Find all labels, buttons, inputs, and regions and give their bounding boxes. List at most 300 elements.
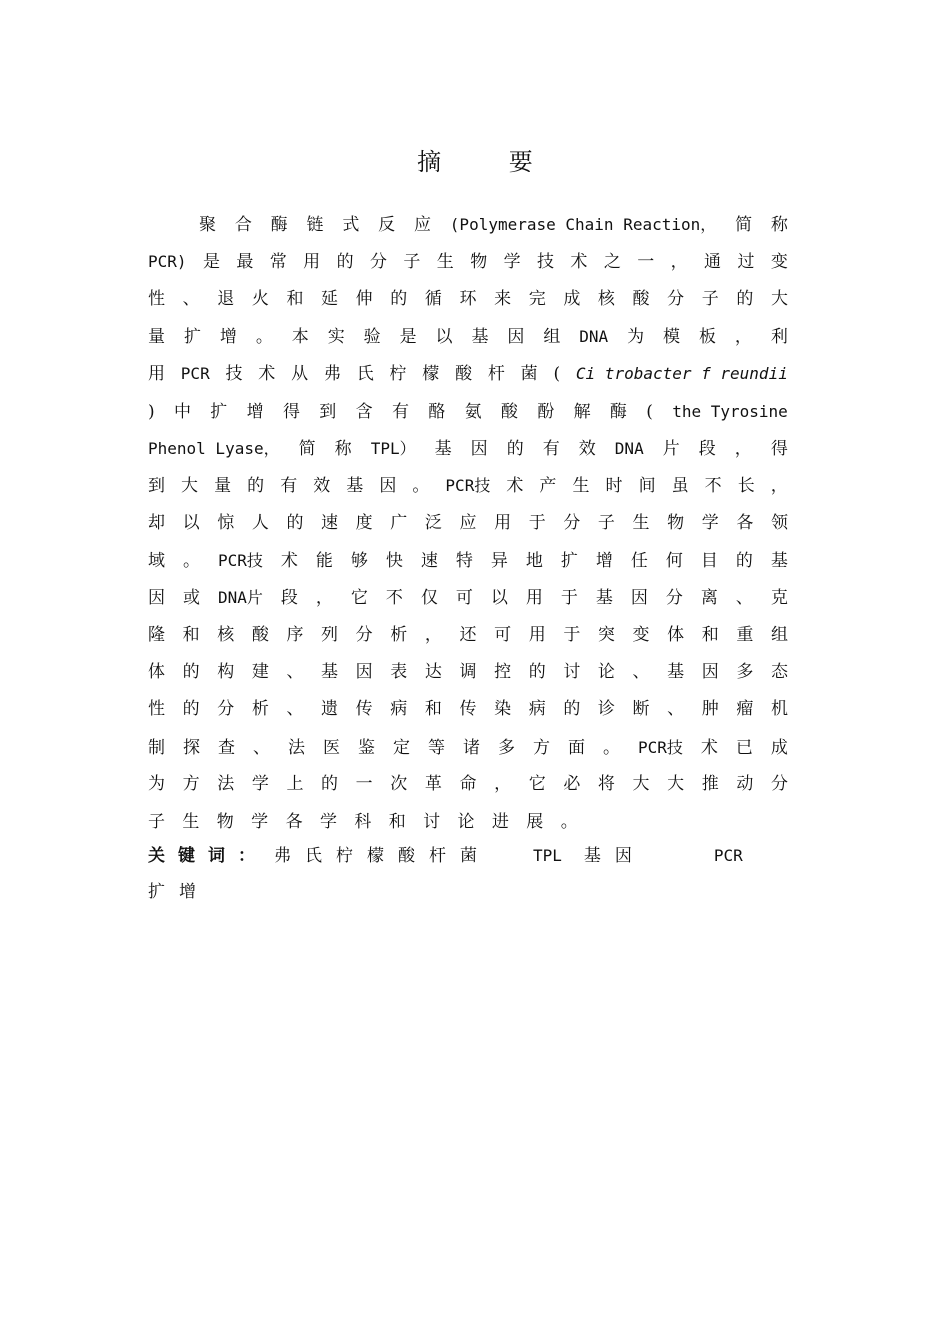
abstract-token: 的 [506, 439, 524, 460]
abstract-token: 不 [385, 588, 403, 609]
abstract-token: 以 [182, 512, 200, 533]
abstract-token: 却 [148, 512, 165, 533]
abstract-token: 传 [355, 699, 373, 720]
abstract-token: 量 [148, 327, 165, 348]
abstract-token: 生 [182, 811, 200, 832]
abstract-token: 火 [251, 288, 269, 309]
abstract-token: 扩 [210, 401, 228, 422]
abstract-token: 基 [471, 327, 489, 348]
abstract-token: 本 [291, 327, 309, 348]
abstract-token: 大 [181, 476, 199, 497]
abstract-token: 、 [286, 699, 304, 720]
abstract-token: 速 [321, 512, 339, 533]
abstract-line [148, 579, 788, 616]
abstract-token: 用 [148, 364, 165, 385]
page-title: 摘 要 [417, 148, 563, 176]
abstract-token: 断 [632, 699, 650, 720]
abstract-token: 的 [321, 774, 339, 795]
abstract-token: 分 [369, 252, 387, 273]
abstract-token: 的 [390, 288, 408, 309]
keyword-item: 弗氏柠檬酸杆菌 [274, 846, 491, 866]
abstract-token: 成 [563, 288, 581, 309]
abstract-token: 简 [298, 439, 316, 460]
abstract-token: 序 [286, 624, 304, 645]
abstract-token: 人 [251, 512, 269, 533]
abstract-token: 它 [528, 774, 546, 795]
abstract-token: 列 [321, 624, 339, 645]
abstract-token: 态 [770, 662, 788, 683]
abstract-token: 。 [560, 811, 578, 832]
abstract-token: 重 [736, 624, 754, 645]
abstract-token: 应 [459, 512, 477, 533]
abstract-token: ， [670, 252, 688, 273]
abstract-token: 够 [350, 551, 368, 572]
abstract-token: 一 [355, 774, 373, 795]
abstract-token: 、 [286, 662, 304, 683]
abstract-token: 和 [286, 288, 304, 309]
abstract-token: 、 [735, 588, 753, 609]
abstract-body [148, 206, 788, 841]
abstract-token: 、 [632, 662, 650, 683]
abstract-token: 有 [280, 476, 298, 497]
abstract-line [148, 766, 788, 803]
abstract-token: 酶 [270, 215, 288, 235]
abstract-token: 能 [315, 551, 333, 572]
abstract-token: ) [148, 401, 155, 422]
abstract-token: 体 [667, 624, 685, 645]
abstract-token: 组 [770, 624, 788, 645]
abstract-token: 各 [285, 811, 303, 832]
abstract-token: PCR技 [638, 737, 683, 757]
abstract-token: 分 [667, 288, 685, 309]
abstract-token: 它 [350, 588, 368, 609]
abstract-token: 得 [770, 439, 788, 460]
abstract-token: 效 [578, 439, 596, 460]
abstract-token: ， [424, 624, 442, 645]
abstract-token: 变 [632, 624, 650, 645]
abstract-token: 已 [735, 737, 753, 758]
abstract-token: 基 [321, 662, 339, 683]
abstract-token: 还 [459, 624, 477, 645]
abstract-token: 一 [637, 252, 655, 273]
abstract-token: 杆 [487, 364, 505, 385]
abstract-token: 肿 [701, 699, 719, 720]
abstract-token: 大 [632, 774, 650, 795]
abstract-token: 模 [663, 327, 681, 348]
abstract-token: 物 [216, 811, 234, 832]
keyword-item: PCR [713, 846, 743, 865]
abstract-token: 酸 [500, 401, 518, 422]
abstract-token: 酸 [251, 624, 269, 645]
abstract-token: 克 [770, 588, 788, 609]
abstract-token: 。 [603, 737, 620, 758]
abstract-token: 伸 [355, 288, 373, 309]
abstract-token: Ci trobacter f reundii [575, 364, 788, 384]
abstract-token: TPL） [370, 439, 416, 459]
abstract-token: 檬 [422, 364, 440, 385]
abstract-token: 病 [390, 699, 408, 720]
abstract-line [148, 393, 788, 430]
abstract-token: 次 [390, 774, 408, 795]
abstract-token: 分 [665, 588, 683, 609]
abstract-token: 泛 [424, 512, 442, 533]
abstract-token: 分 [217, 699, 235, 720]
abstract-token: 体 [148, 662, 165, 683]
abstract-token: 有 [542, 439, 560, 460]
abstract-token: 多 [736, 662, 754, 683]
abstract-token: (Polymerase Chain Reaction， [449, 215, 717, 234]
abstract-token: 广 [390, 512, 408, 533]
abstract-token: 组 [543, 327, 561, 348]
abstract-token: 通 [704, 252, 722, 273]
abstract-token: 以 [490, 588, 508, 609]
abstract-token: 的 [182, 699, 200, 720]
abstract-token: 段 [280, 588, 298, 609]
abstract-token: 方 [182, 774, 200, 795]
abstract-token: ， [770, 476, 788, 497]
abstract-token: 因 [701, 662, 719, 683]
abstract-token: 表 [390, 662, 408, 683]
abstract-token: 探 [183, 737, 200, 758]
abstract-token: 术 [700, 737, 718, 758]
abstract-token: 进 [491, 811, 509, 832]
abstract-token: 间 [638, 476, 656, 497]
abstract-token: 酚 [537, 401, 555, 422]
abstract-token: 链 [306, 215, 324, 235]
abstract-token: 基 [770, 551, 788, 572]
abstract-token: 诊 [597, 699, 615, 720]
abstract-token: DNA [614, 439, 644, 459]
abstract-token: 和 [701, 624, 719, 645]
abstract-token: 因 [148, 588, 165, 609]
abstract-token: 和 [424, 699, 442, 720]
abstract-token: 度 [355, 512, 373, 533]
abstract-token: 学 [503, 252, 521, 273]
abstract-token: 查 [218, 737, 235, 758]
abstract-token: 瘤 [736, 699, 754, 720]
abstract-line [148, 804, 788, 841]
abstract-token: 氨 [464, 401, 482, 422]
abstract-token: 反 [378, 215, 396, 235]
abstract-token: 染 [494, 699, 512, 720]
keyword-item: TPL [533, 846, 562, 865]
abstract-token: 基 [667, 662, 685, 683]
abstract-token: 上 [286, 774, 304, 795]
abstract-token: 验 [363, 327, 381, 348]
abstract-token: 过 [737, 252, 755, 273]
abstract-token: 段 [698, 439, 716, 460]
abstract-token: 分 [563, 512, 581, 533]
abstract-token: 制 [148, 737, 165, 758]
abstract-token: 生 [572, 476, 590, 497]
abstract-token: 建 [251, 662, 269, 683]
abstract-token: 酸 [632, 288, 650, 309]
abstract-token: 和 [388, 811, 406, 832]
abstract-token: 延 [321, 288, 339, 309]
abstract-token: 论 [597, 662, 615, 683]
abstract-token: 为 [627, 327, 645, 348]
abstract-token: 的 [735, 551, 753, 572]
abstract-token: 各 [736, 512, 754, 533]
abstract-token: 解 [573, 401, 591, 422]
abstract-token: 到 [148, 476, 165, 497]
keywords-section [148, 837, 788, 912]
abstract-token: 讨 [423, 811, 441, 832]
abstract-token: 退 [217, 288, 235, 309]
abstract-token: 含 [355, 401, 373, 422]
abstract-token: 可 [455, 588, 473, 609]
abstract-token: 扩 [560, 551, 578, 572]
abstract-token: 有 [391, 401, 409, 422]
abstract-token: 析 [390, 624, 408, 645]
abstract-token: PCR技 [218, 551, 263, 571]
abstract-token: 是 [399, 327, 417, 348]
abstract-token: 性 [148, 699, 165, 720]
abstract-token: 子 [701, 288, 719, 309]
abstract-token: 常 [269, 252, 287, 273]
abstract-token: 。 [255, 327, 273, 348]
abstract-token: 用 [303, 252, 321, 273]
abstract-token: 用 [528, 624, 546, 645]
abstract-token: 长 [737, 476, 755, 497]
abstract-line [148, 505, 788, 542]
abstract-token: 、 [182, 288, 200, 309]
abstract-token: 简 [735, 215, 753, 235]
abstract-token: 病 [528, 699, 546, 720]
abstract-token: 惊 [217, 512, 235, 533]
abstract-line [148, 430, 788, 467]
abstract-token: 的 [563, 699, 581, 720]
abstract-token: 核 [217, 624, 235, 645]
abstract-token: 术 [506, 476, 524, 497]
abstract-token: 达 [424, 662, 442, 683]
abstract-token: 异 [490, 551, 508, 572]
abstract-token: 子 [148, 811, 165, 832]
abstract-token: 从 [291, 364, 309, 385]
keyword-continuation: 扩增 [148, 882, 210, 903]
abstract-token: 大 [667, 774, 685, 795]
abstract-token: 物 [667, 512, 685, 533]
abstract-token: 用 [494, 512, 512, 533]
abstract-token: 遗 [321, 699, 339, 720]
abstract-token: 展 [526, 811, 544, 832]
abstract-token: 酸 [455, 364, 473, 385]
abstract-token: 增 [246, 401, 264, 422]
abstract-token: 利 [770, 327, 788, 348]
abstract-token: 学 [701, 512, 719, 533]
abstract-token: 于 [528, 512, 546, 533]
abstract-token: 的 [247, 476, 265, 497]
abstract-token: 命 [459, 774, 477, 795]
abstract-token: ， [734, 439, 752, 460]
abstract-token: 的 [736, 288, 754, 309]
abstract-token: 科 [354, 811, 372, 832]
abstract-token: 诸 [463, 737, 480, 758]
abstract-token: 的 [528, 662, 546, 683]
abstract-token: 论 [457, 811, 475, 832]
abstract-token: 术 [570, 252, 588, 273]
keyword-item: 基因 [583, 846, 646, 866]
abstract-token: ， [734, 327, 752, 348]
keywords-line [148, 874, 788, 911]
abstract-token: PCR技 [445, 476, 491, 496]
abstract-token: 特 [455, 551, 473, 572]
abstract-line [148, 318, 788, 355]
abstract-token: 成 [770, 737, 788, 758]
abstract-token: 分 [770, 774, 788, 795]
abstract-token: 之 [603, 252, 621, 273]
abstract-token: 因 [630, 588, 648, 609]
abstract-token: 术 [258, 364, 276, 385]
abstract-token: 方 [533, 737, 550, 758]
abstract-token: 或 [183, 588, 200, 609]
abstract-token: 。 [412, 476, 430, 497]
abstract-token: 多 [498, 737, 515, 758]
abstract-token: PCR) [148, 252, 187, 272]
abstract-token: 物 [470, 252, 488, 273]
abstract-token: 片 [662, 439, 680, 460]
abstract-token: 法 [288, 737, 305, 758]
abstract-line [148, 654, 788, 691]
abstract-token: 传 [459, 699, 477, 720]
keywords-label: 关键词： [148, 846, 268, 866]
abstract-token: 称 [334, 439, 352, 460]
abstract-token: 于 [560, 588, 578, 609]
abstract-token: ( [553, 364, 561, 385]
abstract-token: 技 [537, 252, 554, 273]
abstract-token: 环 [459, 288, 477, 309]
abstract-line [148, 617, 788, 654]
abstract-token: 、 [253, 737, 270, 758]
abstract-token: 学 [251, 774, 269, 795]
abstract-token: 子 [403, 252, 421, 273]
abstract-line [148, 467, 788, 504]
abstract-token: DNA [579, 327, 609, 347]
abstract-token: 增 [595, 551, 613, 572]
abstract-token: 子 [597, 512, 615, 533]
abstract-token: 控 [494, 662, 512, 683]
abstract-token: 大 [770, 288, 788, 309]
abstract-token: 任 [630, 551, 648, 572]
abstract-token: ， [494, 774, 512, 795]
abstract-token: the Tyrosine [672, 401, 788, 421]
abstract-token: 离 [700, 588, 718, 609]
abstract-token: 因 [507, 327, 525, 348]
abstract-token: 面 [568, 737, 585, 758]
abstract-token: 菌 [520, 364, 538, 385]
abstract-token: 量 [214, 476, 232, 497]
abstract-token: 的 [336, 252, 354, 273]
abstract-token: 时 [605, 476, 623, 497]
abstract-token: 柠 [389, 364, 407, 385]
abstract-token: 技 [225, 364, 243, 385]
abstract-token: 得 [282, 401, 300, 422]
abstract-token: 鉴 [358, 737, 375, 758]
abstract-token: 、 [667, 699, 685, 720]
abstract-token: ， [315, 588, 333, 609]
abstract-token: 调 [459, 662, 477, 683]
abstract-token: 因 [355, 662, 373, 683]
abstract-token: 增 [219, 327, 237, 348]
abstract-token: 聚 [199, 215, 216, 235]
abstract-line [148, 243, 788, 280]
abstract-token: 应 [413, 215, 431, 235]
abstract-token: DNA片 [218, 588, 263, 608]
abstract-token: 仅 [420, 588, 438, 609]
abstract-token: 基 [346, 476, 364, 497]
abstract-token: 核 [597, 288, 615, 309]
abstract-line [148, 729, 788, 766]
abstract-token: 必 [563, 774, 581, 795]
abstract-token: 板 [698, 327, 716, 348]
abstract-token: 弗 [323, 364, 341, 385]
abstract-token: 等 [428, 737, 445, 758]
abstract-token: 式 [342, 215, 360, 235]
abstract-token: 法 [217, 774, 235, 795]
abstract-token: 称 [770, 215, 788, 235]
abstract-line [148, 542, 788, 579]
abstract-token: 到 [319, 401, 337, 422]
abstract-token: 推 [701, 774, 719, 795]
abstract-token: 基 [595, 588, 613, 609]
abstract-token: 定 [393, 737, 410, 758]
abstract-token: 。 [183, 551, 200, 572]
abstract-token: 隆 [148, 624, 165, 645]
abstract-token: 循 [424, 288, 442, 309]
abstract-token: 为 [148, 774, 165, 795]
abstract-token: 医 [323, 737, 340, 758]
abstract-line [148, 691, 788, 728]
abstract-token: 术 [280, 551, 298, 572]
keywords-line [148, 837, 788, 874]
abstract-token: 动 [736, 774, 754, 795]
abstract-token: 学 [319, 811, 337, 832]
abstract-token: 扩 [183, 327, 201, 348]
abstract-token: 氏 [356, 364, 374, 385]
abstract-token: 分 [355, 624, 373, 645]
abstract-token: 基 [434, 439, 452, 460]
abstract-token: 何 [665, 551, 683, 572]
abstract-token: 来 [494, 288, 512, 309]
abstract-token: 用 [525, 588, 543, 609]
abstract-token: 地 [525, 551, 543, 572]
abstract-token: 将 [597, 774, 615, 795]
abstract-token: 合 [234, 215, 252, 235]
abstract-token: 虽 [671, 476, 689, 497]
abstract-token: 不 [704, 476, 722, 497]
abstract-token: 机 [770, 699, 788, 720]
abstract-token: 领 [770, 512, 788, 533]
abstract-token: 生 [632, 512, 650, 533]
abstract-token: 变 [770, 252, 788, 273]
abstract-token: 产 [539, 476, 557, 497]
abstract-token: PCR [180, 364, 210, 384]
abstract-token: 酶 [609, 401, 627, 422]
abstract-token: 效 [313, 476, 331, 497]
abstract-token: 构 [217, 662, 235, 683]
abstract-token: 性 [148, 288, 165, 309]
abstract-token: 可 [494, 624, 512, 645]
abstract-token: 目 [700, 551, 718, 572]
abstract-token: 析 [251, 699, 269, 720]
abstract-token: 快 [385, 551, 403, 572]
abstract-token: 以 [435, 327, 453, 348]
abstract-token: 的 [182, 662, 200, 683]
abstract-token: Phenol Lyase， [148, 439, 280, 459]
abstract-token: 实 [327, 327, 345, 348]
abstract-token: 突 [597, 624, 615, 645]
abstract-token: 最 [236, 252, 254, 273]
